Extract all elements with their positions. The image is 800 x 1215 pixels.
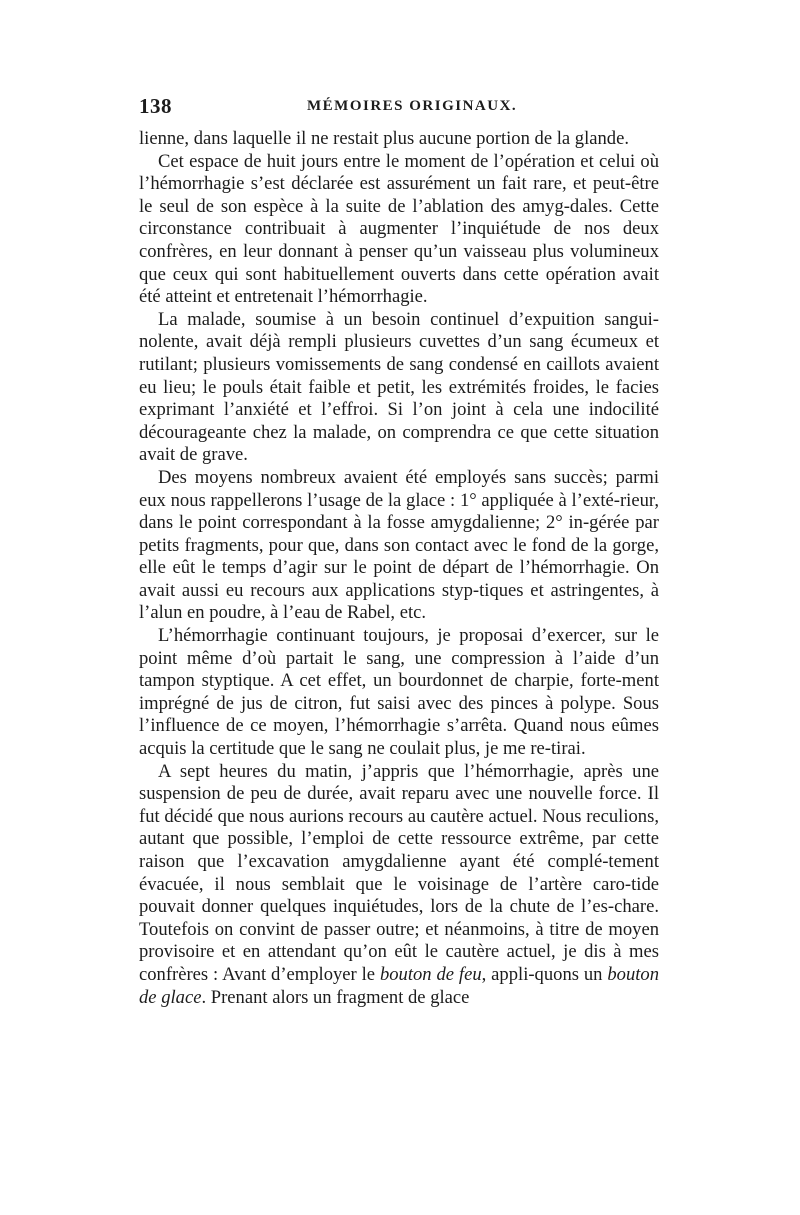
paragraph: [139, 761, 659, 1010]
text-run: , appli-quons un: [481, 963, 608, 985]
text-run: . Prenant alors un fragment de glace: [201, 986, 470, 1008]
paragraph: Cet espace de huit jours entre le moment de l’opération et celui où l’hémorrhagie s’est déclarée est assurément un fait rare, et peut-être le seul de son espèce à la suite de l’ablation des amyg-dales. Cette circonstance contribuait à augmenter l’inquiétude de nos deux confrères, en leur donnant à penser qu’un vaisseau plus volumineux que ceux qui sont habituellement ouverts dans cette opération avait été atteint et entretenait l’hémorrhagie.: [139, 150, 659, 308]
page-header: [139, 94, 659, 128]
running-head: MÉMOIRES ORIGINAUX.: [307, 98, 518, 114]
text-run: A sept heures du matin, j’appris que l’hémorrhagie, après une suspension de peu de durée, avait reparu avec une nouvelle force. Il fut décidé que nous aurions recours au cautère actuel. Nous reculions, autant que possible, l’emploi de cette ressource extrême, par cette raison que l’excavation amygdalienne ayant été complé-tement évacuée, il nous semblait que le voisinage de l’artère caro-tide pouvait donner quelques inquiétudes, lors de la chute de l’es-chare. Toutefois on convint de passer outre; et néanmoins, à titre de moyen provisoire et en attendant qu’on eût le cautère actuel, je dis à mes confrères : Avant d’employer le: [139, 760, 659, 985]
paragraph: L’hémorrhagie continuant toujours, je proposai d’exercer, sur le point même d’où partait le sang, une compression à l’aide d’un tampon styptique. A cet effet, un bourdonnet de charpie, forte-ment imprégné de jus de citron, fut saisi avec des pinces à polype. Sous l’influence de ce moyen, l’hémorrhagie s’arrêta. Quand nous eûmes acquis la certitude que le sang ne coulait plus, je me re-tirai.: [139, 625, 659, 760]
book-page: [139, 94, 659, 1009]
italic-phrase: bouton de glace: [139, 963, 660, 1008]
paragraph: La malade, soumise à un besoin continuel d’expuition sangui-nolente, avait déjà rempli plusieurs cuvettes d’un sang écumeux et rutilant; plusieurs vomissements de sang condensé en caillots avaient eu lieu; le pouls était faible et petit, les extrémités froides, le facies exprimant l’anxiété et l’effroi. Si l’on joint à cela une indocilité décourageante chez la malade, on comprendra ce que cette situation avait de grave.: [139, 308, 659, 466]
page-number: 138: [139, 94, 172, 118]
italic-phrase: bouton de feu: [379, 963, 482, 985]
paragraph: Des moyens nombreux avaient été employés sans succès; parmi eux nous rappellerons l’usage de la glace : 1° appliquée à l’exté-rieur, dans le point correspondant à la fosse amygdalienne; 2° in-gérée par petits fragments, pour que, dans son contact avec le fond de la gorge, elle eût le temps d’agir sur le point de départ de l’hémorrhagie. On avait aussi eu recours aux applications styp-tiques et astringentes, à l’alun en poudre, à l’eau de Rabel, etc.: [139, 466, 659, 624]
paragraph-continuation: lienne, dans laquelle il ne restait plus aucune portion de la glande.: [139, 128, 629, 149]
body-text: [139, 128, 659, 1009]
